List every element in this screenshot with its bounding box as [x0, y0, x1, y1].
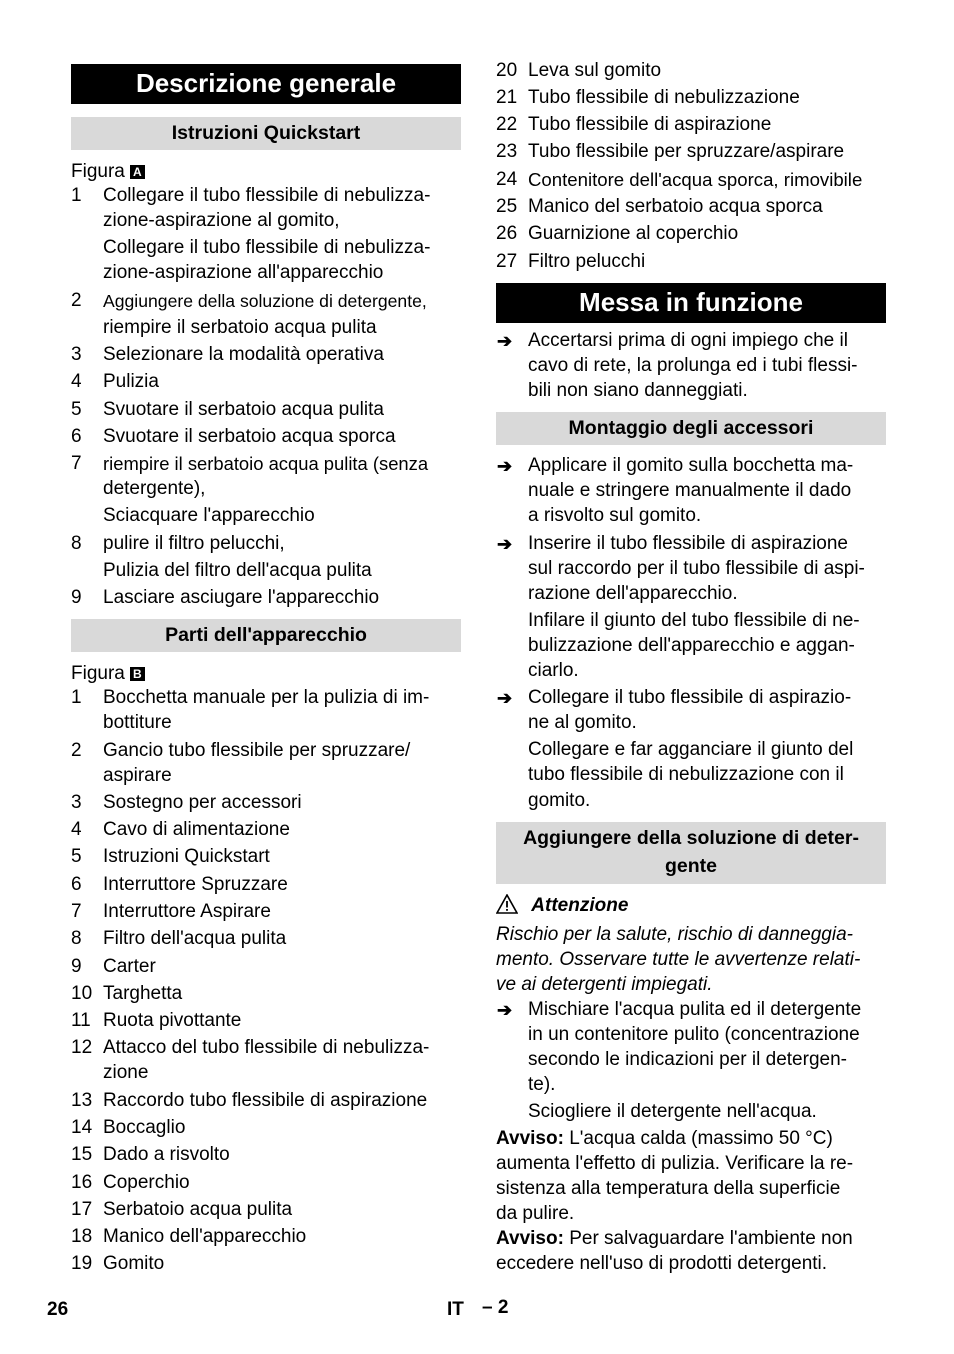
- parts-item-text: Filtro pelucchi: [528, 251, 646, 272]
- parts-item-text: Coperchio: [103, 1172, 190, 1193]
- parts-item-number: 4: [71, 819, 82, 840]
- warning-text: mento. Osservare tutte le avvertenze relati-: [496, 949, 861, 970]
- quickstart-item-number: 1: [71, 185, 82, 206]
- intro-text: Accertarsi prima di ogni impiego che il: [528, 330, 848, 351]
- parts-item-number: 16: [71, 1172, 93, 1193]
- parts-item-text: Sostegno per accessori: [103, 792, 302, 813]
- parts-item-text: Bocchetta manuale per la pulizia di im-: [103, 687, 430, 708]
- parts-item-text: Tubo flessibile per spruzzare/aspirare: [528, 141, 845, 162]
- detergent-step-text: te).: [528, 1074, 556, 1095]
- quickstart-item-text: riempire il serbatoio acqua pulita (senza: [103, 453, 429, 474]
- parts-item-number: 26: [496, 223, 518, 244]
- quickstart-item-number: 7: [71, 453, 82, 474]
- quickstart-item-number: 9: [71, 587, 82, 608]
- parts-item-number: 22: [496, 114, 518, 135]
- parts-item-text: Istruzioni Quickstart: [103, 846, 270, 867]
- subheading-detergent-line-2: gente: [664, 855, 717, 877]
- accessories-step-text: nuale e stringere manualmente il dado: [528, 480, 852, 501]
- note-2-label: Avviso:: [496, 1228, 564, 1249]
- parts-item-number: 10: [71, 983, 93, 1004]
- parts-item-text: Manico del serbatoio acqua sporca: [528, 196, 823, 217]
- parts-item-text: Tubo flessibile di nebulizzazione: [528, 87, 800, 108]
- parts-item-number: 11: [71, 1010, 91, 1031]
- parts-item-number: 17: [71, 1199, 93, 1220]
- quickstart-item-number: 8: [71, 533, 82, 554]
- subheading-accessories: Montaggio degli accessori: [496, 412, 886, 445]
- parts-item-text: Attacco del tubo flessibile di nebulizza-: [103, 1037, 430, 1058]
- parts-item-number: 6: [71, 874, 82, 895]
- warning-text: Rischio per la salute, rischio di danneggia-: [496, 924, 853, 945]
- accessories-step-text: ciarlo.: [528, 660, 579, 681]
- note-1-text: sistenza alla temperatura della superficie: [496, 1178, 841, 1199]
- accessories-step-text: Applicare il gomito sulla bocchetta ma-: [528, 455, 854, 476]
- parts-item-number: 13: [71, 1090, 93, 1111]
- warning-triangle-icon: [496, 894, 518, 914]
- language-code: IT: [447, 1299, 464, 1320]
- arrow-bullet-icon: ➔: [497, 331, 513, 351]
- quickstart-item-number: 4: [71, 371, 82, 392]
- accessories-step-text: gomito.: [528, 790, 591, 811]
- accessories-step-text: Infilare il giunto del tubo flessibile di ne-: [528, 610, 860, 631]
- parts-item-text: bottiture: [103, 712, 172, 733]
- arrow-bullet-icon: ➔: [497, 688, 513, 708]
- quickstart-item-text: riempire il serbatoio acqua pulita: [103, 317, 377, 338]
- quickstart-item-text: detergente),: [103, 478, 206, 499]
- page-number: 26: [47, 1299, 69, 1320]
- subheading-detergent: [496, 822, 886, 884]
- subheading-parts: Parti dell'apparecchio: [71, 619, 461, 652]
- quickstart-item-text: Pulizia del filtro dell'acqua pulita: [103, 560, 372, 581]
- note-1-label: Avviso:: [496, 1128, 564, 1149]
- section-heading-messa-in-funzione: Messa in funzione: [496, 283, 886, 323]
- quickstart-item-text: Collegare il tubo flessibile di nebulizza-: [103, 237, 431, 258]
- parts-item-number: 19: [71, 1253, 93, 1274]
- parts-item-text: Dado a risvolto: [103, 1144, 230, 1165]
- accessories-step-text: Collegare e far agganciare il giunto del: [528, 739, 854, 760]
- parts-item-text: Cavo di alimentazione: [103, 819, 290, 840]
- parts-item-number: 12: [71, 1037, 93, 1058]
- figure-label-b: Figura B: [71, 662, 145, 686]
- figure-b-badge: B: [130, 667, 145, 681]
- parts-item-number: 3: [71, 792, 82, 813]
- quickstart-item-text: Pulizia: [103, 371, 159, 392]
- parts-item-number: 18: [71, 1226, 93, 1247]
- quickstart-item-number: 6: [71, 426, 82, 447]
- parts-item-number: 23: [496, 141, 518, 162]
- arrow-bullet-icon: ➔: [497, 534, 513, 554]
- warning-text: ve ai detergenti impiegati.: [496, 974, 713, 995]
- parts-item-text: zione: [103, 1062, 149, 1083]
- note-2-text: eccedere nell'uso di prodotti detergenti.: [496, 1253, 828, 1274]
- quickstart-item-text: Selezionare la modalità operativa: [103, 344, 384, 365]
- quickstart-item-number: 2: [71, 290, 82, 311]
- parts-item-number: 20: [496, 60, 518, 81]
- note-2-text: Per salvaguardare l'ambiente non: [563, 1228, 853, 1249]
- warning-label: Attenzione: [496, 894, 628, 918]
- parts-item-text: Leva sul gomito: [528, 60, 662, 81]
- accessories-step-text: a risvolto sul gomito.: [528, 505, 702, 526]
- subheading-detergent-line-1: Aggiungere della soluzione di deter-: [523, 827, 859, 849]
- note-1-text: da pulire.: [496, 1203, 575, 1224]
- parts-item-number: 27: [496, 251, 518, 272]
- quickstart-item-text: Collegare il tubo flessibile di nebulizza-: [103, 185, 431, 206]
- quickstart-item-text: Svuotare il serbatoio acqua pulita: [103, 399, 384, 420]
- intro-text: cavo di rete, la prolunga ed i tubi flessi-: [528, 355, 858, 376]
- parts-item-text: Tubo flessibile di aspirazione: [528, 114, 772, 135]
- detergent-step-text: secondo le indicazioni per il detergen-: [528, 1049, 847, 1070]
- accessories-step-text: tubo flessibile di nebulizzazione con il: [528, 764, 844, 785]
- parts-item-text: Ruota pivottante: [103, 1010, 242, 1031]
- parts-item-number: 7: [71, 901, 82, 922]
- subheading-quickstart: Istruzioni Quickstart: [71, 117, 461, 150]
- quickstart-item-number: 3: [71, 344, 82, 365]
- parts-item-text: Boccaglio: [103, 1117, 186, 1138]
- parts-item-number: 25: [496, 196, 518, 217]
- quickstart-item-number: 5: [71, 399, 82, 420]
- note-1-text: aumenta l'effetto di pulizia. Verificare la re-: [496, 1153, 854, 1174]
- parts-item-text: Manico dell'apparecchio: [103, 1226, 307, 1247]
- arrow-bullet-icon: ➔: [497, 456, 513, 476]
- parts-item-text: Raccordo tubo flessibile di aspirazione: [103, 1090, 428, 1111]
- detergent-step-text: in un contenitore pulito (concentrazione: [528, 1024, 860, 1045]
- note-1: [496, 1127, 833, 1151]
- figure-label-a: Figura A: [71, 160, 145, 184]
- parts-item-text: Carter: [103, 956, 156, 977]
- parts-item-text: Serbatoio acqua pulita: [103, 1199, 293, 1220]
- parts-item-text: Guarnizione al coperchio: [528, 223, 739, 244]
- section-heading-descrizione: Descrizione generale: [71, 64, 461, 104]
- section-number: – 2: [482, 1297, 509, 1318]
- parts-item-number: 5: [71, 846, 82, 867]
- note-1-text: L'acqua calda (massimo 50 °C): [563, 1128, 833, 1149]
- quickstart-item-text: Aggiungere della soluzione di detergente,: [103, 291, 427, 311]
- accessories-step-text: razione dell'apparecchio.: [528, 583, 738, 604]
- intro-text: bili non siano danneggiati.: [528, 380, 748, 401]
- parts-item-number: 1: [71, 687, 82, 708]
- parts-item-number: 24: [496, 169, 518, 190]
- figure-a-badge: A: [130, 165, 145, 179]
- quickstart-item-text: Svuotare il serbatoio acqua sporca: [103, 426, 396, 447]
- parts-item-text: Filtro dell'acqua pulita: [103, 928, 287, 949]
- parts-item-number: 2: [71, 740, 82, 761]
- parts-item-number: 8: [71, 928, 82, 949]
- quickstart-item-text: zione-aspirazione all'apparecchio: [103, 262, 384, 283]
- parts-item-text: Gomito: [103, 1253, 165, 1274]
- parts-item-text: Contenitore dell'acqua sporca, rimovibile: [528, 169, 863, 190]
- parts-item-text: Gancio tubo flessibile per spruzzare/: [103, 740, 411, 761]
- detergent-step-text: Sciogliere il detergente nell'acqua.: [528, 1101, 817, 1122]
- parts-item-text: Targhetta: [103, 983, 183, 1004]
- arrow-bullet-icon: ➔: [497, 1000, 513, 1020]
- parts-item-text: aspirare: [103, 765, 172, 786]
- parts-item-number: 15: [71, 1144, 93, 1165]
- parts-item-text: Interruttore Aspirare: [103, 901, 271, 922]
- parts-item-number: 14: [71, 1117, 93, 1138]
- parts-item-text: Interruttore Spruzzare: [103, 874, 288, 895]
- accessories-step-text: ne al gomito.: [528, 712, 637, 733]
- note-2: [496, 1227, 853, 1251]
- parts-item-number: 21: [496, 87, 518, 108]
- quickstart-item-text: Sciacquare l'apparecchio: [103, 505, 315, 526]
- accessories-step-text: bulizzazione dell'apparecchio e aggan-: [528, 635, 855, 656]
- detergent-step-text: Mischiare l'acqua pulita ed il detergente: [528, 999, 862, 1020]
- accessories-step-text: Inserire il tubo flessibile di aspirazione: [528, 533, 848, 554]
- accessories-step-text: Collegare il tubo flessibile di aspirazio-: [528, 687, 852, 708]
- parts-item-number: 9: [71, 956, 82, 977]
- quickstart-item-text: Lasciare asciugare l'apparecchio: [103, 587, 380, 608]
- accessories-step-text: sul raccordo per il tubo flessibile di aspi-: [528, 558, 865, 579]
- quickstart-item-text: zione-aspirazione al gomito,: [103, 210, 340, 231]
- quickstart-item-text: pulire il filtro pelucchi,: [103, 533, 285, 554]
